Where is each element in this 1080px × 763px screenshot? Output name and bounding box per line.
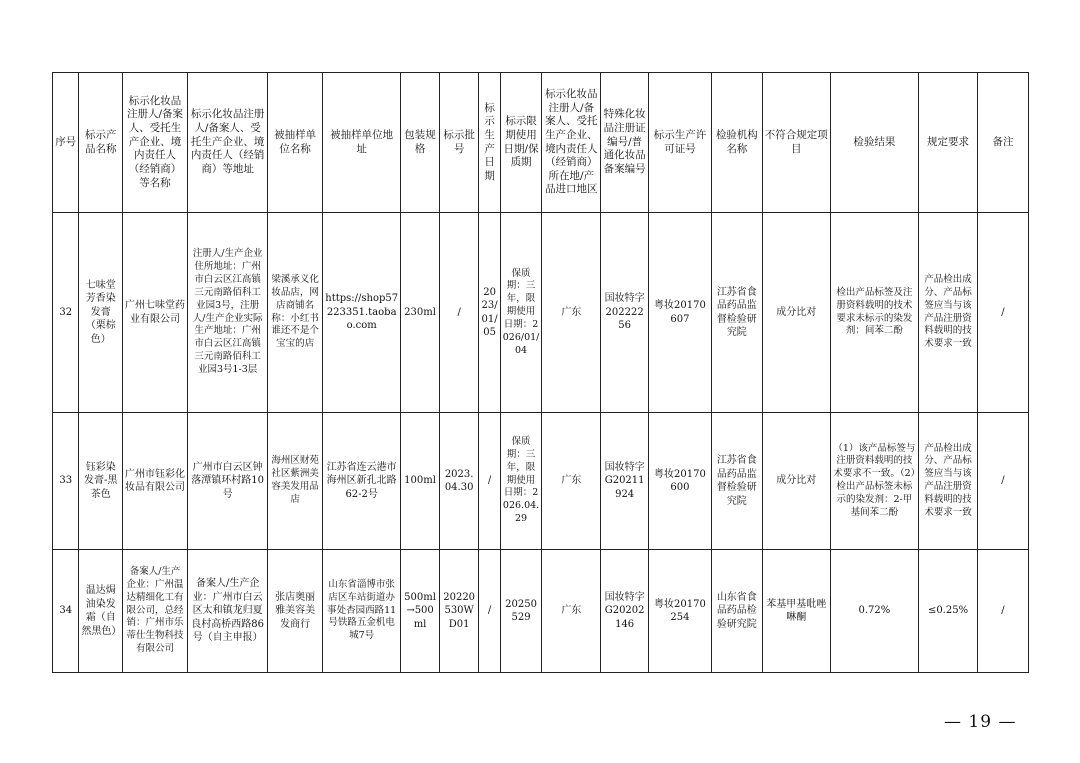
sampled-unit-name: 海州区财苑社区紫洲美容美发用品店 <box>268 413 323 550</box>
batch-number: 2023.04.30 <box>439 413 479 550</box>
header-cell: 标示限期使用日期/保质期 <box>500 73 542 213</box>
sampled-unit-name: 梁溪承义化妆品店，网店商铺名称：小红书谁还不是个宝宝的店 <box>268 213 323 413</box>
company-name: 广州七味堂药业有限公司 <box>123 213 188 413</box>
remark: / <box>977 550 1028 673</box>
table-row <box>53 550 1029 673</box>
batch-number: 20220530WD01 <box>439 550 479 673</box>
company-name: 广州市钰彩化妆品有限公司 <box>123 413 188 550</box>
package-size: 500ml→500ml <box>401 550 440 673</box>
batch-number: / <box>439 213 479 413</box>
expiry-date: 保质期：三年，限期使用日期：2026.04.29 <box>500 413 542 550</box>
requirement: 产品检出成分、产品标签应当与该产品注册资料载明的技术要求一致 <box>919 413 978 550</box>
expiry-date: 保质期：三年，限期使用日期：2026/01/04 <box>500 213 542 413</box>
production-license: 粤妆20170600 <box>648 413 711 550</box>
origin-region: 广东 <box>542 413 601 550</box>
sampled-unit-address: 山东省淄博市张店区车站街道办事处杏园西路11号铁路五金机电城7号 <box>323 550 401 673</box>
header-cell: 标示化妆品注册人/备案人、受托生产企业、境内责任人（经销商）等名称 <box>123 73 188 213</box>
header-cell: 序号 <box>53 73 79 213</box>
origin-region: 广东 <box>542 550 601 673</box>
header-cell: 检验结果 <box>830 73 918 213</box>
sampled-unit-name: 张店奥丽雅美容美发商行 <box>268 550 323 673</box>
test-result: 0.72% <box>830 550 918 673</box>
header-cell: 被抽样单位地址 <box>323 73 401 213</box>
row-number: 33 <box>53 413 79 550</box>
header-cell: 标示生产许可证号 <box>648 73 711 213</box>
failed-item: 成分比对 <box>762 213 830 413</box>
inspection-results-table <box>52 72 1029 673</box>
failed-item: 苯基甲基吡唑啉酮 <box>762 550 830 673</box>
requirement: ≤0.25% <box>919 550 978 673</box>
remark: / <box>977 213 1028 413</box>
package-size: 100ml <box>401 413 440 550</box>
header-cell: 检验机构名称 <box>711 73 762 213</box>
testing-lab: 江苏省食品药品监督检验研究院 <box>711 213 762 413</box>
row-number: 34 <box>53 550 79 673</box>
company-address: 备案人/生产企业：广州市白云区太和镇龙归夏良村高桥西路86号（自主申报） <box>188 550 268 673</box>
row-number: 32 <box>53 213 79 413</box>
registration-number: 国妆特字G20211924 <box>601 413 649 550</box>
table-header-row <box>53 73 1029 213</box>
production-date: / <box>479 413 500 550</box>
testing-lab: 江苏省食品药品监督检验研究院 <box>711 413 762 550</box>
header-cell: 标示产品名称 <box>79 73 123 213</box>
product-name: 七味堂芳香染发膏（栗棕色） <box>79 213 123 413</box>
product-name: 温达焗油染发霜（自然黑色） <box>79 550 123 673</box>
header-cell: 不符合规定项目 <box>762 73 830 213</box>
production-date: / <box>479 550 500 673</box>
expiry-date: 20250529 <box>500 550 542 673</box>
requirement: 产品检出成分、产品标签应当与该产品注册资料载明的技术要求一致 <box>919 213 978 413</box>
header-cell: 备注 <box>977 73 1028 213</box>
production-license: 粤妆20170254 <box>648 550 711 673</box>
package-size: 230ml <box>401 213 440 413</box>
production-date: 2023/01/05 <box>479 213 500 413</box>
product-name: 钰彩染发膏-黑茶色 <box>79 413 123 550</box>
sampled-unit-address: https://shop57223351.taobao.com <box>323 213 401 413</box>
table-row <box>53 413 1029 550</box>
origin-region: 广东 <box>542 213 601 413</box>
header-cell: 规定要求 <box>919 73 978 213</box>
production-license: 粤妆20170607 <box>648 213 711 413</box>
header-cell: 标示化妆品注册人/备案人、受托生产企业、境内责任人（经销商）所在地/产品进口地区 <box>542 73 601 213</box>
test-result: （1）该产品标签与注册资料载明的技术要求不一致。（2）检出产品标签未标示的染发剂：2-甲基间苯二酚 <box>830 413 918 550</box>
table-row <box>53 213 1029 413</box>
header-cell: 被抽样单位名称 <box>268 73 323 213</box>
remark: / <box>977 413 1028 550</box>
test-result: 检出产品标签及注册资料载明的技术要求未标示的染发剂：间苯二酚 <box>830 213 918 413</box>
company-name: 备案人/生产企业：广州温达精细化工有限公司，总经销：广州市乐蒂仕生物科技有限公司 <box>123 550 188 673</box>
sampled-unit-address: 江苏省连云港市海州区新孔北路62-2号 <box>323 413 401 550</box>
registration-number: 国妆特字G20202146 <box>601 550 649 673</box>
registration-number: 国妆特字20222256 <box>601 213 649 413</box>
header-cell: 标示化妆品注册人/备案人、受托生产企业、境内责任人（经销商）等地址 <box>188 73 268 213</box>
page-number: — 19 — <box>944 712 1017 732</box>
failed-item: 成分比对 <box>762 413 830 550</box>
header-cell: 标示生产日期 <box>479 73 500 213</box>
testing-lab: 山东省食品药品检验研究院 <box>711 550 762 673</box>
company-address: 广州市白云区钟落潭镇环村路10号 <box>188 413 268 550</box>
header-cell: 包装规格 <box>401 73 440 213</box>
header-cell: 标示批号 <box>439 73 479 213</box>
company-address: 注册人/生产企业住所地址：广州市白云区江高镇三元南路佰科工业园3号，注册人/生产企业实际生产地址：广州市白云区江高镇三元南路佰科工业园3号1-3层 <box>188 213 268 413</box>
header-cell: 特殊化妆品注册证编号/普通化妆品备案编号 <box>601 73 649 213</box>
